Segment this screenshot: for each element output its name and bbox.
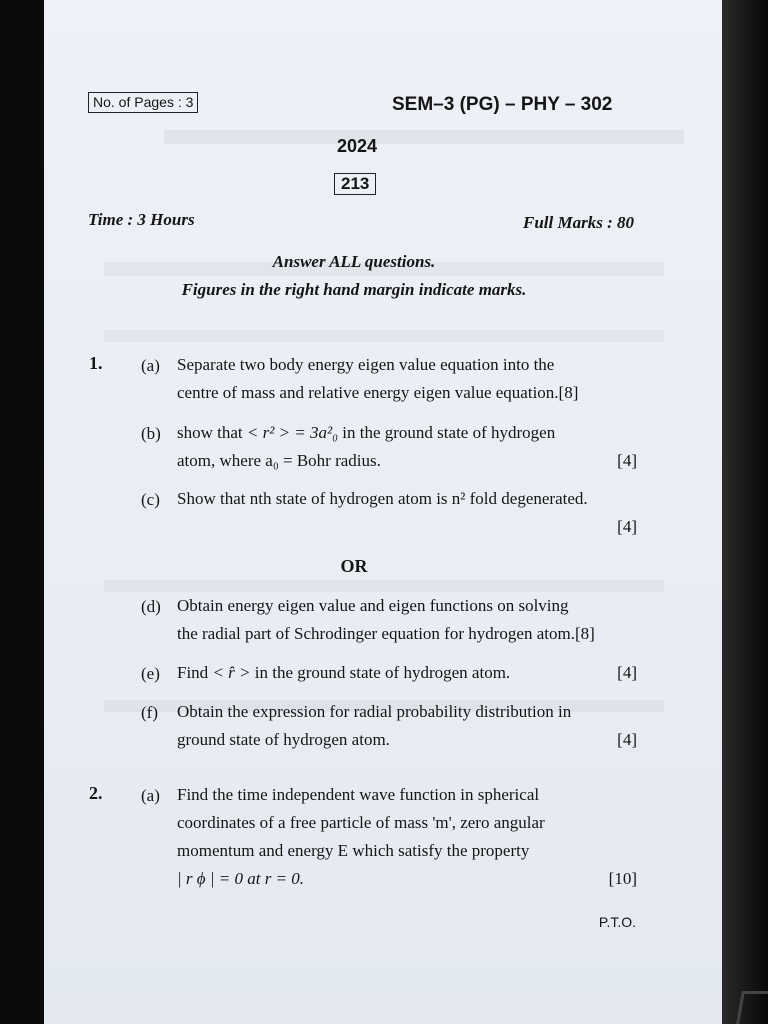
text-line xyxy=(177,419,637,447)
part-label: (e) xyxy=(141,664,160,683)
text-fragment: atom, where a₀ = Bohr radius. xyxy=(177,451,381,470)
math-expression: < r² > = 3a²₀ xyxy=(246,423,339,442)
math-expression: | r ϕ | = 0 at r = 0. xyxy=(177,869,305,888)
background-edge xyxy=(722,0,768,1024)
marks-label: [4] xyxy=(617,730,637,749)
instruction-marks: Figures in the right hand margin indicate marks. xyxy=(181,280,527,299)
text-line: centre of mass and relative energy eigen value equation.[8] xyxy=(177,383,579,402)
part-label: (a) xyxy=(141,786,160,805)
please-turn-over: P.T.O. xyxy=(598,914,636,930)
text-line: Separate two body energy eigen value equation into the xyxy=(177,355,555,374)
question-number: 2. xyxy=(89,783,103,803)
or-separator: OR xyxy=(340,556,368,576)
instruction-answer-all: Answer ALL questions. xyxy=(272,252,436,271)
text-line: coordinates of a free particle of mass 'm', zero angular xyxy=(177,813,545,832)
exam-paper-page xyxy=(44,0,722,1024)
marks-label: [4] xyxy=(617,517,637,536)
full-marks: Full Marks : 80 xyxy=(523,213,634,232)
math-expression: < r̂ > xyxy=(212,663,251,682)
question-text xyxy=(177,485,637,541)
text-line: Obtain the expression for radial probability distribution in xyxy=(177,702,572,721)
question-number: 1. xyxy=(89,353,103,373)
question-text xyxy=(177,419,637,475)
part-label: (a) xyxy=(141,356,160,375)
part-label: (f) xyxy=(141,703,158,722)
text-fragment: show that xyxy=(177,423,243,442)
bleed-through-shadow xyxy=(164,130,684,144)
question-text xyxy=(177,592,637,648)
exam-year: 2024 xyxy=(337,136,378,156)
part-label: (c) xyxy=(141,490,160,509)
text-line: Show that nth state of hydrogen atom is n² fold degenerated. xyxy=(177,489,588,508)
text-line: Find the time independent wave function in spherical xyxy=(177,785,540,804)
text-line: the radial part of Schrodinger equation for hydrogen atom.[8] xyxy=(177,624,595,643)
question-text xyxy=(177,659,637,687)
course-code: SEM–3 (PG) – PHY – 302 xyxy=(392,94,613,115)
bleed-through-shadow xyxy=(104,330,664,342)
text-fragment: in the ground state of hydrogen xyxy=(342,423,556,442)
text-line xyxy=(177,447,637,475)
text-fragment: ground state of hydrogen atom. xyxy=(177,730,390,749)
text-line xyxy=(177,865,637,893)
time-allowed: Time : 3 Hours xyxy=(88,210,195,229)
text-line: Obtain energy eigen value and eigen functions on solving xyxy=(177,596,569,615)
pages-count-box: No. of Pages : 3 xyxy=(88,92,198,113)
text-line xyxy=(177,659,510,687)
question-text xyxy=(177,781,637,893)
text-line xyxy=(177,513,637,541)
question-text xyxy=(177,351,637,407)
marks-label: [4] xyxy=(617,663,637,682)
marks-label: [10] xyxy=(608,869,637,888)
text-line xyxy=(177,726,637,754)
page-corner-fold xyxy=(736,991,768,1024)
part-label: (d) xyxy=(141,597,161,616)
text-line: momentum and energy E which satisfy the property xyxy=(177,841,530,860)
question-text xyxy=(177,698,637,754)
bleed-through-shadow xyxy=(104,580,664,592)
text-fragment: in the ground state of hydrogen atom. xyxy=(254,663,511,682)
paper-number-box: 213 xyxy=(334,173,376,195)
part-label: (b) xyxy=(141,424,161,443)
marks-label: [4] xyxy=(617,451,637,470)
text-fragment: Find xyxy=(177,663,209,682)
